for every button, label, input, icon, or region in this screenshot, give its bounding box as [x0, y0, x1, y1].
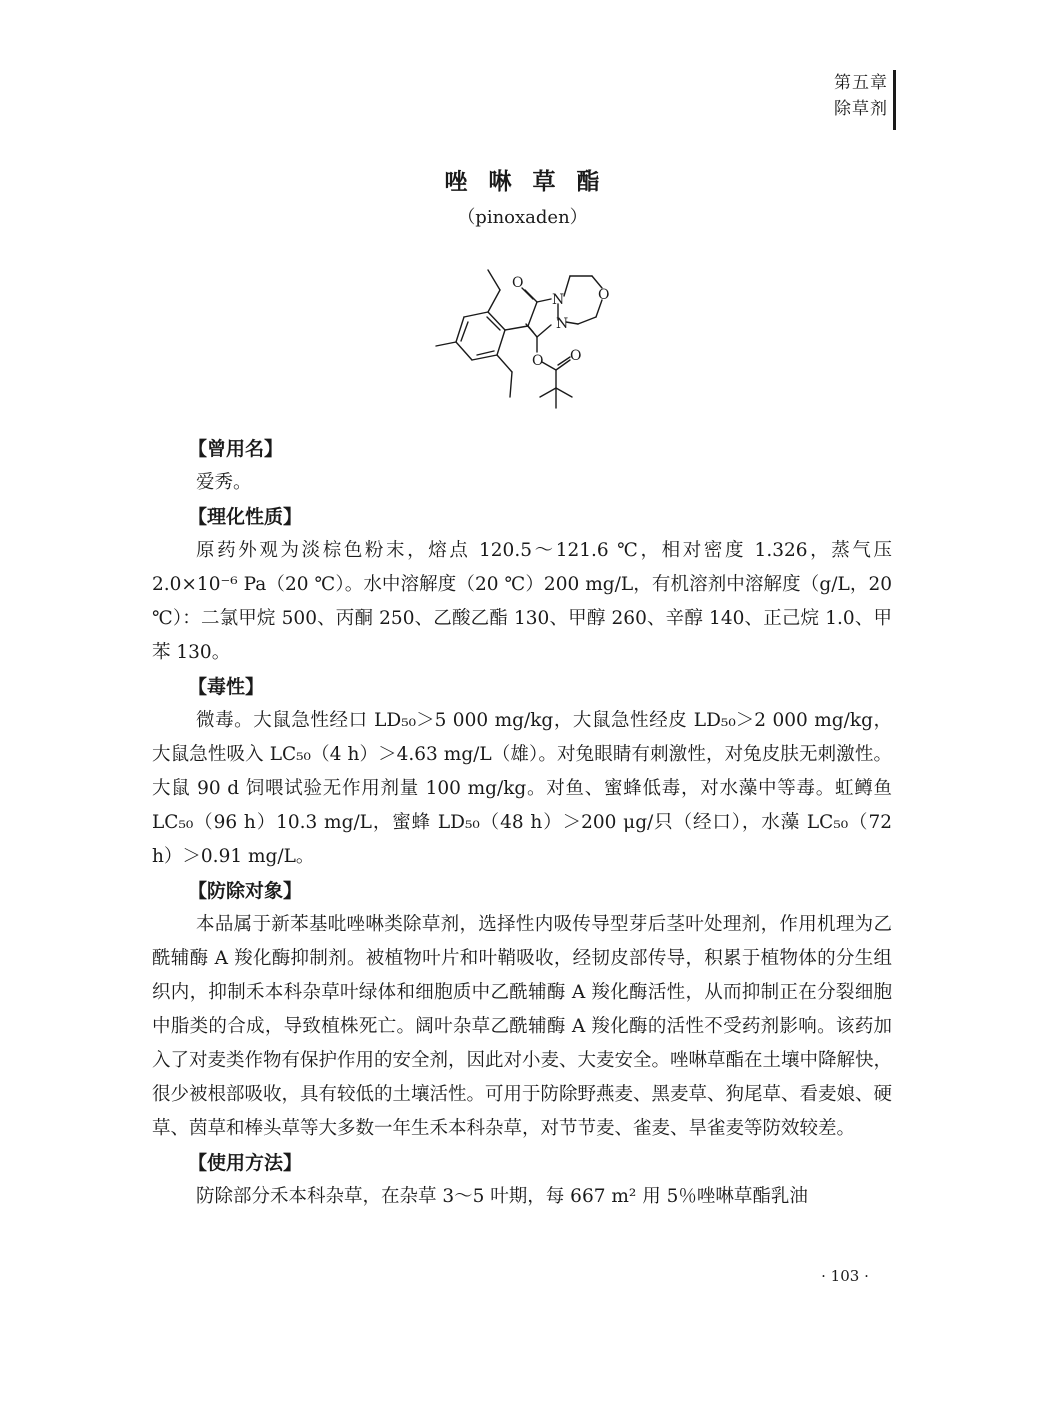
- section-label: 除草剂: [834, 99, 888, 119]
- section-text-usage: 防除部分禾本科杂草，在杂草 3～5 叶期，每 667 m² 用 5％唑啉草酯乳油: [196, 1186, 808, 1207]
- compound-english-name: （pinoxaden）: [457, 207, 588, 228]
- chapter-label: 第五章: [834, 73, 888, 93]
- section-text-alias: 爱秀。: [196, 472, 252, 493]
- ester-oxygen-label: O: [532, 353, 544, 369]
- section-heading-alias: 【曾用名】: [188, 438, 284, 460]
- section-heading-usage: 【使用方法】: [188, 1152, 303, 1174]
- ring-oxygen-label: O: [598, 287, 610, 303]
- running-header: [790, 70, 888, 128]
- section-text-toxicity: 微毒。大鼠急性经口 LD₅₀＞5 000 mg/kg，大鼠急性经皮 LD₅₀＞2 000 mg/kg，大鼠急性吸入 LC₅₀（4 h）＞4.63 mg/L（雄）。对兔眼睛有刺激性，对兔皮肤无刺激性。大鼠 90 d 饲喂试验无作用剂量 100 mg/kg。对鱼、蜜蜂低毒，对水藻中等毒。虹鳟鱼 LC₅₀（96 h）10.3 mg/L，蜜蜂 LD₅₀（48 h）＞200 μg/只（经口），水藻 LC₅₀（72 h）＞0.91 mg/L。: [152, 710, 892, 867]
- section-text-targets: 本品属于新苯基吡唑啉类除草剂，选择性内吸传导型芽后茎叶处理剂，作用机理为乙酰辅酶 A 羧化酶抑制剂。被植物叶片和叶鞘吸收，经韧皮部传导，积累于植物体的分生组织内，抑制禾本科杂草叶绿体和细胞质中乙酰辅酶 A 羧化酶活性，从而抑制正在分裂细胞中脂类的合成，导致植株死亡。阔叶杂草乙酰辅酶 A 羧化酶的活性不受药剂影响。该药加入了对麦类作物有保护作用的安全剂，因此对小麦、大麦安全。唑啉草酯在土壤中降解快，很少被根部吸收，具有较低的土壤活性。可用于防除野燕麦、黑麦草、狗尾草、看麦娘、硬草、茵草和棒头草等大多数一年生禾本科杂草，对节节麦、雀麦、旱雀麦等防效较差。: [152, 914, 893, 1139]
- section-heading-targets: 【防除对象】: [188, 880, 303, 902]
- carbonyl-oxygen-label: O: [570, 348, 582, 364]
- body-content: [152, 432, 892, 1214]
- section-heading-toxicity: 【毒性】: [188, 676, 265, 698]
- section-heading-properties: 【理化性质】: [188, 506, 303, 528]
- header-rule: [893, 70, 896, 130]
- compound-title: 唑啉草酯: [444, 169, 621, 195]
- page-number: · 103 ·: [821, 1267, 869, 1285]
- ketone-oxygen-label: O: [512, 275, 524, 291]
- chemical-structure: [430, 262, 620, 422]
- section-text-properties: 原药外观为淡棕色粉末，熔点 120.5～121.6 ℃，相对密度 1.326，蒸气压 2.0×10⁻⁶ Pa（20 ℃）。水中溶解度（20 ℃）200 mg/L，有机溶剂中溶解度（g/L，20 ℃）：二氯甲烷 500、丙酮 250、乙酸乙酯 130、甲醇 260、辛醇 140、正己烷 1.0、甲苯 130。: [152, 540, 892, 663]
- n-bottom-label: N: [556, 316, 569, 332]
- n-top-label: N: [552, 292, 565, 308]
